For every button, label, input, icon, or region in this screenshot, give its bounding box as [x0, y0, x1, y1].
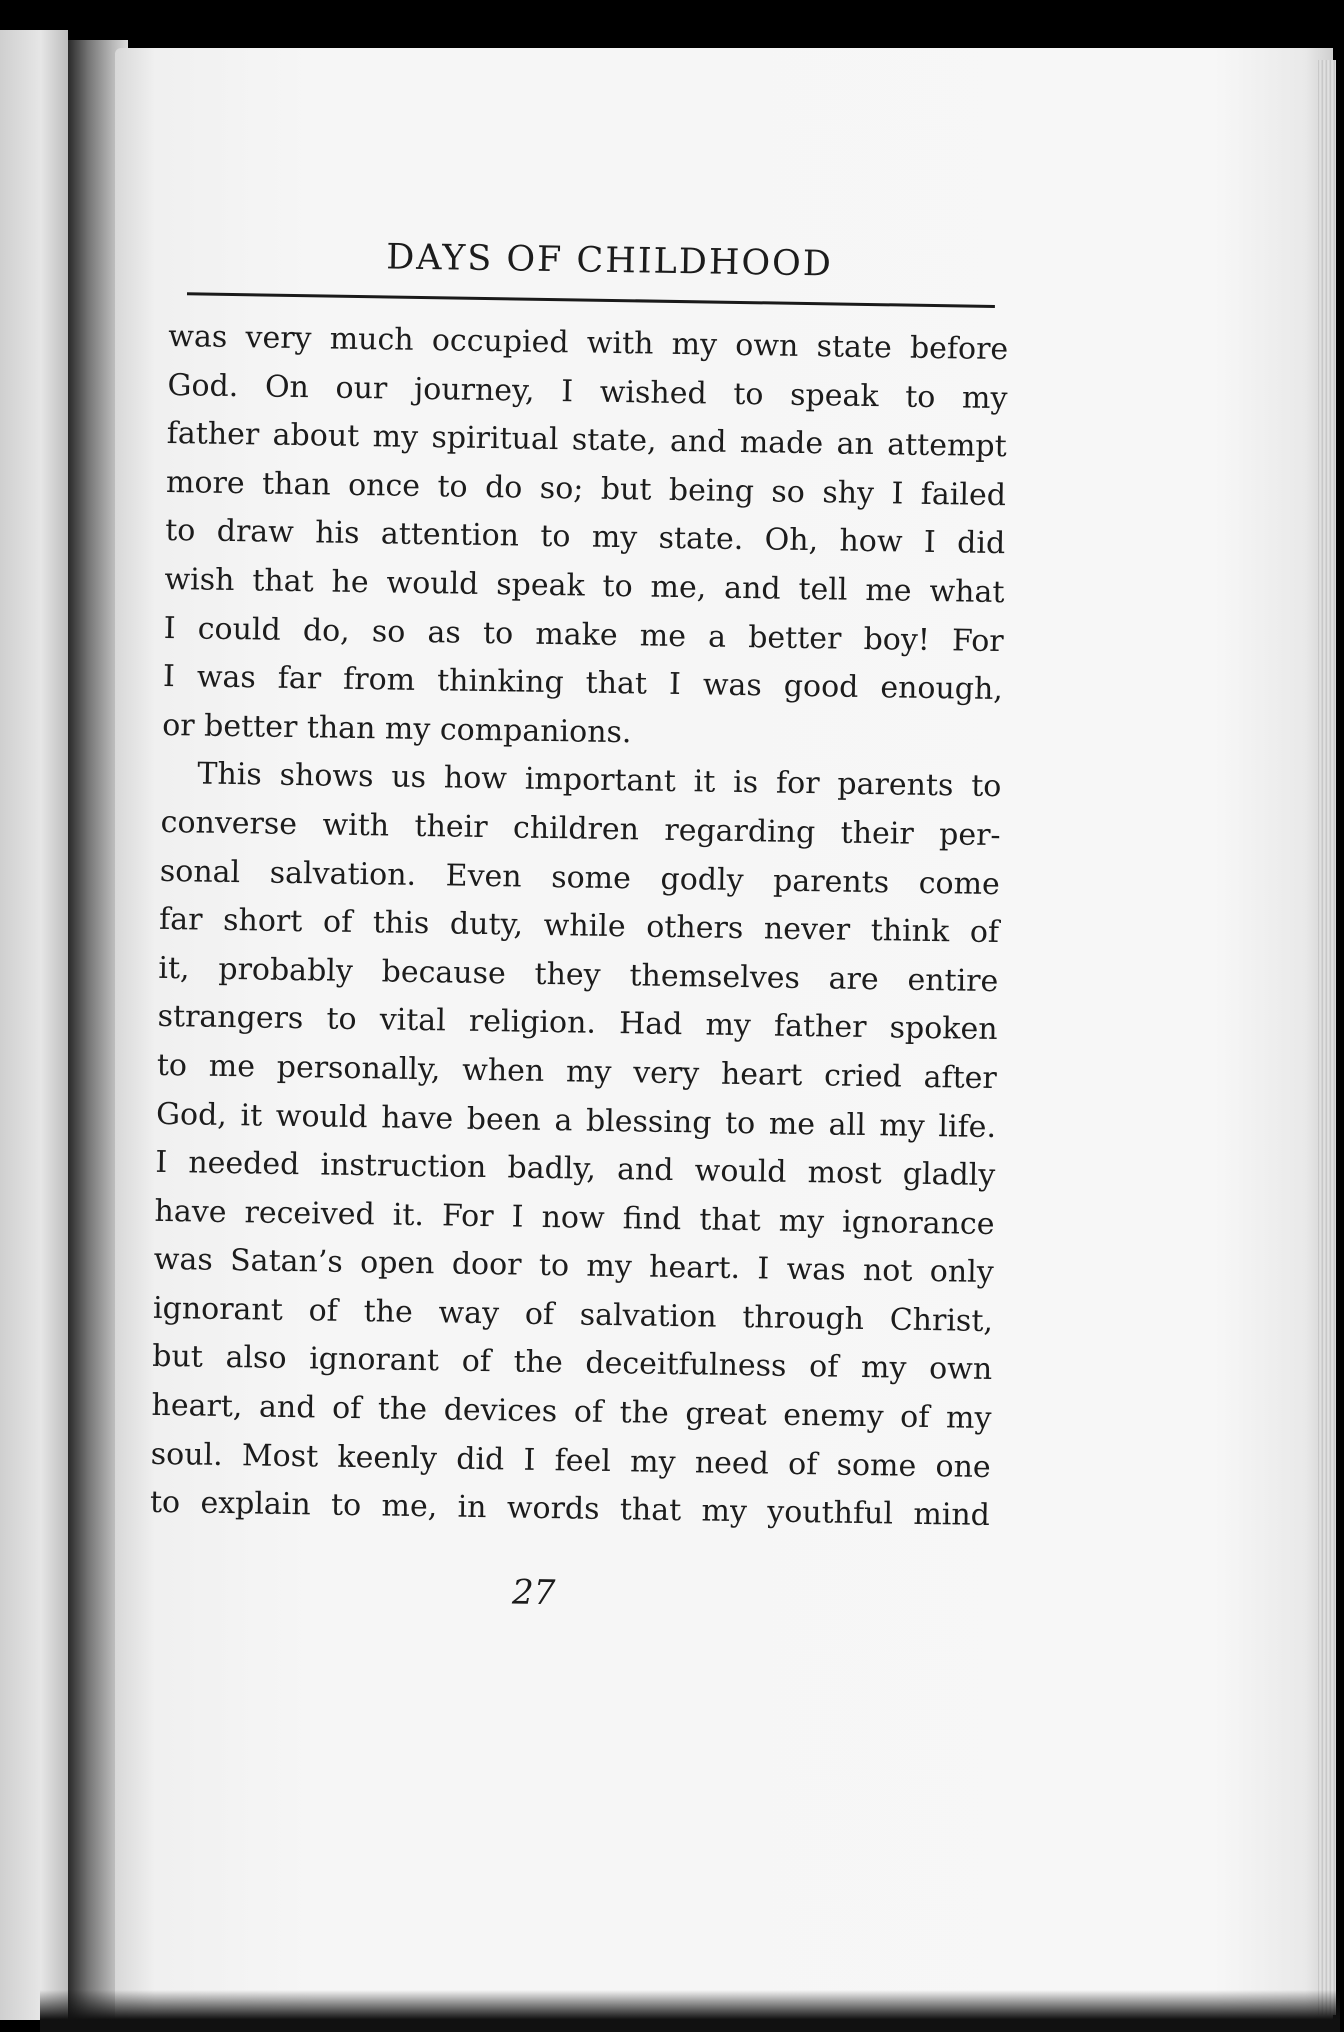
head-rule	[187, 292, 995, 308]
text-line: This shows us how important it is for parents to	[197, 756, 1002, 805]
paragraph-1	[162, 313, 1009, 763]
text-line: heart, and of the devices of the great enemy of my	[151, 1387, 992, 1437]
page-edges	[1318, 60, 1336, 2015]
page-number: 27	[511, 1572, 556, 1614]
text-line: father about my spiritual state, and made an attempt	[166, 416, 1007, 465]
text-line: it, probably because they themselves are entire	[158, 950, 999, 999]
text-line: soul. Most keenly did I feel my need of some one	[150, 1436, 991, 1485]
text-line: but also ignorant of the deceitfulness of my own	[152, 1339, 993, 1388]
text-line: more than once to do so; but being so shy I failed	[165, 464, 1007, 513]
text-line: to me personally, when my very heart cried after	[156, 1047, 998, 1096]
text-line: sonal salvation. Even some godly parents come	[159, 853, 1001, 902]
running-head: DAYS OF CHILDHOOD	[385, 237, 834, 285]
text-line: to draw his attention to my state. Oh, how I did	[164, 513, 1006, 562]
text-line: was Satan’s open door to my heart. I was not only	[153, 1242, 994, 1291]
text-line: or better than my companions.	[161, 707, 632, 751]
text-line: converse with their children regarding their per-	[160, 804, 1001, 854]
text-line: God. On our journey, I wished to speak to my	[167, 367, 1008, 416]
text-line: I needed instruction badly, and would most gladly	[155, 1144, 996, 1194]
text-line: far short of this duty, while others never think of	[158, 902, 1000, 951]
text-line: I was far from thinking that I was good enough,	[162, 659, 1004, 708]
previous-page-edge	[0, 30, 68, 2020]
text-line: ignorant of the way of salvation through Christ,	[152, 1290, 994, 1339]
text-line: to explain to me, in words that my youthful mind	[149, 1485, 991, 1534]
page-content	[148, 230, 1010, 1625]
text-line: I could do, so as to make me a better boy! For	[163, 610, 1004, 659]
paragraph-2	[150, 750, 1002, 1541]
bottom-shadow	[40, 1990, 1340, 2032]
text-line: God, it would have been a blessing to me all my life.	[155, 1096, 997, 1145]
text-line: have received it. For I now find that my ignorance	[154, 1193, 995, 1242]
text-line: strangers to vital religion. Had my father spoken	[157, 999, 998, 1048]
text-line: was very much occupied with my own state before	[168, 318, 1009, 368]
text-line: wish that he would speak to me, and tell me what	[164, 561, 1005, 611]
